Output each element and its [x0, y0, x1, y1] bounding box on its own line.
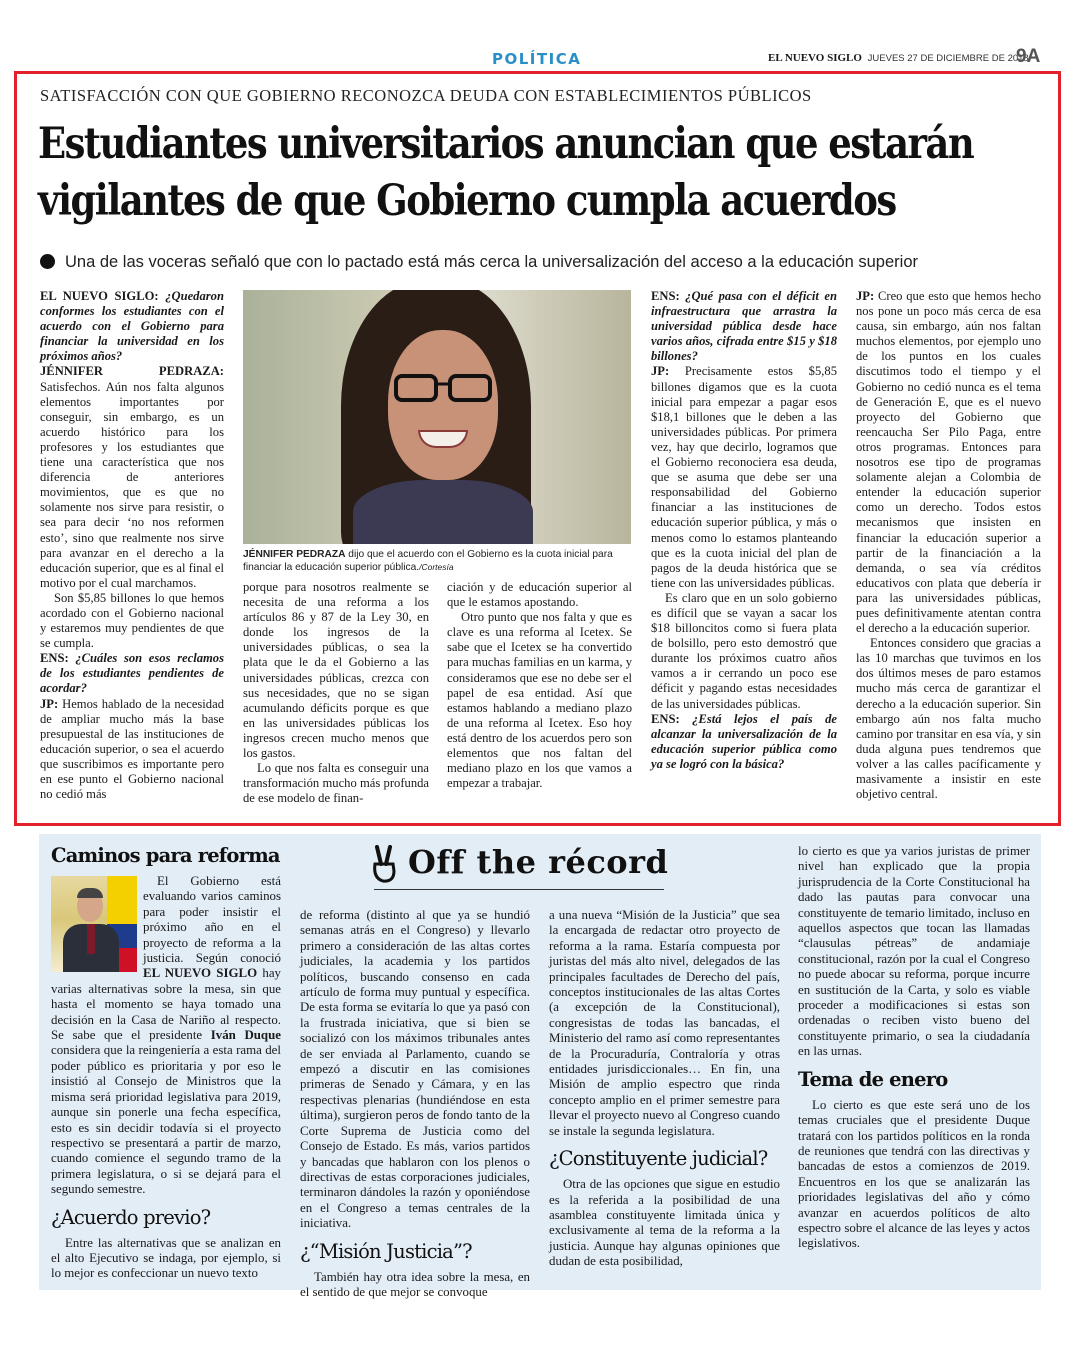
otr-column-4 [798, 844, 1030, 1252]
title-rule [374, 889, 664, 890]
paragraph: Lo cierto es que este será uno de los temas cruciales que el presidente Duque tratará con los partidos políticos en la ronda de reuniones que tendrá con las directivas y bancadas de estos a comienzos de 2019. Encuentros en los que se analizarán las prioridades legislativas del año y cómo avanzar en acuerdos políticos de alto espectro sobre el alcance de las leyes y actos legislativos. [798, 1097, 1030, 1251]
subhead-mision: ¿“Misión Justicia”? [300, 1239, 472, 1263]
answer-4: JP: Creo que esto que hemos hecho nos pone un poco más cerca de esa causa, sin embargo, aún nos faltan muchos elementos, por ejemplo uno de los puntos en los cuales discutimos todo el tiempo y el Gobierno no cedió nunca es el tema de Generación E, que es el nuevo proyecto del Gobierno que reencaucha Ser Pilo Paga, entre otros programas. Entonces para nosotros ese tipo de programas solamente alejan a Colombia de entender la educación superior como un derecho. Todos estos mecanismos que insisten en financiar la educación superior a partir de la financiación a la demanda, o sea vía créditos educativos con plata que debería ir para las universidades públicas, pues definitivamente atentan contra el derecho a la educación superior. [856, 289, 1041, 636]
otr-column-1 [51, 844, 281, 1282]
paragraph: lo cierto es que ya varios juristas de primer nivel han explicado que la propia jurisprudencia de la Corte Constitucional ha dado las pautas para convocar una constituyente de temario limitado, incluso en aquellos aspectos que tocan las llamadas “clausulas pétreas” de andamiaje constitucional, razón por la cual el Congreso no puede abocar su reforma, porque incurre en sustitución de la Carta, y solo es viable proceder a modificaciones si estas son ordenadas o reciben visto bueno del constituyente primario, o sea la ciudadanía en las urnas. [798, 844, 1030, 1059]
headline-line-2: vigilantes de que Gobierno cumpla acuerdos [38, 176, 896, 226]
article-column-5 [856, 289, 1041, 802]
paragraph: Entonces considero que gracias a las 10 marchas que tuvimos en los dos últimos meses de paro estamos mucho más cerca de garantizar el derecho a la educación superior. Sin embargo aún nos falta mucho camino por transitar en esa vía, y sin duda alguna pues tendremos que volver a las calles pacíficamente y masivamente a insistir en este objetivo central. [856, 636, 1041, 802]
subhead-text: Una de las voceras señaló que con lo pactado está más cerca la universalización del acceso a la educación superior [65, 253, 918, 271]
student-photo [243, 290, 631, 544]
otr-column-3 [549, 908, 780, 1270]
paragraph: a una nueva “Misión de la Justicia” que sea la encargada de redactar otro proyecto de reforma a la rama. Estaría compuesta por juristas del más alto nivel, delegados de las principales facultades de Derecho del país, conceptos institucionales de las altas Cortes (a excepción de la Constitucional), congresistas de todas las bancadas, el Ministerio del ramo así como representantes de la Procuraduría, Contraloría y otras entidades jurisdiccionales… En fin, una Misión de amplio espectro que rinda concepto amplio en el primer semestre para llevar el proyecto nuevo al Congreso cuando se instale la segunda legislatura. [549, 908, 780, 1138]
page-number: 9A [1016, 46, 1041, 67]
article-kicker: SATISFACCIÓN CON QUE GOBIERNO RECONOZCA DEUDA CON ESTABLECIMIENTOS PÚBLICOS [40, 86, 812, 105]
subhead-tema-enero: Tema de enero [798, 1067, 948, 1091]
paper-name: EL NUEVO SIGLO [768, 52, 862, 64]
paragraph: Lo que nos falta es conseguir una transformación mucho más profunda de ese modelo de finan- [243, 761, 429, 806]
article-column-1 [40, 289, 224, 802]
article-headline [38, 116, 1053, 230]
subhead-caminos: Caminos para reforma [51, 844, 280, 867]
paragraph: También hay otra idea sobre la mesa, en el sentido de que mejor se convoque [300, 1269, 530, 1299]
question-2: ENS: ¿Cuáles son esos reclamos de los estudiantes pendientes de acordar? [40, 651, 224, 696]
section-label: POLÍTICA [492, 50, 582, 68]
article-column-4 [651, 289, 837, 772]
paragraph: ciación y de educación superior al que le estamos apostando. [447, 580, 632, 610]
duque-photo [51, 876, 137, 972]
subhead-acuerdo: ¿Acuerdo previo? [51, 1205, 211, 1229]
paragraph: Otro punto que nos falta y que es clave es una reforma al Icetex. Se sabe que el Icetex se ha convertido para muchas familias en un karma, y consideramos que ese no debe ser el papel de esa entidad. Así que estamos hablando a mediano plazo de una reforma al Icetex. Eso hoy está dentro de los acuerdos pero son elementos que nos faltan del mediano plazo en los que vamos a empezar a trabajar. [447, 610, 632, 791]
paragraph: Son $5,85 billones lo que hemos acordado con el Gobierno nacional y estaremos muy pendientes de que se cumpla. [40, 590, 224, 651]
paragraph: Es claro que en un solo gobierno es difícil que se vayan a sacar los $18 billoncitos como si fuera plata de bolsillo, pero esto demostró que durante los próximos cuatro años vamos a ir cerrando un poco ese déficit y pagando estas necesidades de las universidades públicas. [651, 590, 837, 711]
headline-line-1: Estudiantes universitarios anuncian que estarán [38, 119, 974, 169]
glasses-icon [393, 372, 493, 404]
paragraph: Otra de las opciones que sigue en estudio es la referida a la posibilidad de una asamblea constituyente limitada única y exclusivamente al tema de la reforma a la justicia. Aunque hay algunas opiniones que dudan de esta posibilidad, [549, 1177, 780, 1269]
question-4: ENS: ¿Está lejos el país de alcanzar la universalización de la educación superior pública como ya se logró con la básica? [651, 711, 837, 771]
bullet-icon [40, 254, 55, 269]
off-the-record-title: Off the récord [408, 843, 669, 881]
article-column-2 [243, 580, 429, 806]
otr-column-2 [300, 908, 530, 1300]
masthead [768, 52, 1029, 64]
issue-date: JUEVES 27 DE DICIEMBRE DE 2018 [867, 53, 1029, 64]
peace-hand-icon [368, 844, 400, 884]
photo-caption: JÉNNIFER PEDRAZA dijo que el acuerdo con el Gobierno es la cuota inicial para financiar la educación superior pública./Cortesía [243, 549, 613, 573]
question-3: ENS: ¿Qué pasa con el déficit en infraestructura que arrastra la universidad pública desde hace varios años, cifrada entre $15 y $18 billones? [651, 289, 837, 364]
paragraph: de reforma (distinto al que ya se hundió semanas atrás en el Congreso) y llevarlo primero a consideración de las altas cortes judiciales, la academia y los partidos políticos, buscando consenso en cada artículo de forma muy puntual y específica. De esta forma se evitaría lo que ya pasó con la frustrada iniciativa, que si bien se socializó con los máximos tribunales antes de ser enviada al Parlamento, cuando se empezó a discutir en las comisiones primeras de Senado y Cámara, y en las respectivas plenarias (hundiéndose en esta última), surgieron peros de fondo tanto de la Corte Suprema de Justicia como del Consejo de Estado. Es más, varios partidos y bancadas que hablaron con los plenos o directivas de estas corporaciones judiciales, terminaron dándoles la razón y oponiéndose en el Congreso a temas centrales de la iniciativa. [300, 908, 530, 1231]
subhead-constituyente: ¿Constituyente judicial? [549, 1147, 768, 1171]
question-1: EL NUEVO SIGLO: ¿Quedaron conformes los estudiantes con el acuerdo con el Gobierno para financiar la universidad en los próximos años? [40, 289, 224, 364]
article-subhead [40, 253, 918, 272]
article-column-3 [447, 580, 632, 791]
paragraph: porque para nosotros realmente se necesita de una reforma a los artículos 86 y 87 de la Ley 30, en donde los ingresos de la universidades públicas, o sea la plata que le da el Gobierno a las universidades públicas, crezca con sus necesidades, que no se sigan acumulando déficits porque es que en las universidades públicas los ingresos crecen mucho menos que los gastos. [243, 580, 429, 761]
answer-2: JP: Hemos hablado de la necesidad de ampliar mucho más la base presupuestal de las instituciones de educación superior, o sea el acuerdo que suscribimos es importante pero en ese punto el Gobierno nacional no cedió más [40, 696, 224, 802]
answer-1: JÉNNIFER PEDRAZA: Satisfechos. Aún nos falta algunos elementos importantes por conseguir, sin embargo, es un acuerdo histórico para los profesores y los estudiantes que tiene una característica que nos diferencia de anteriores movimientos, que es que no solamente nos sirve para resistir, o sea para decir ‘no nos reformen esto’, sino que realmente nos sirve para avanzar en el derecho a la educación superior, que es al final el motivo por el cual marchamos. [40, 364, 224, 590]
paragraph: El Gobierno está evaluando varios caminos para poder insistir el próximo año en el proyecto de reforma a la justicia. Según conoció EL NUEVO SIGLO hay varias alternativas sobre la mesa, sin que hasta el momento se haya tomado una decisión en la Casa de Nariño al respecto. Se sabe que el presidente Iván Duque considera que la reingeniería a esta rama del poder público es prioritaria y por eso le insistió al Consejo de Ministros que la misma será prioridad legislativa para 2019, aunque sin ponerle una fecha específica, esto es sin decidir todavía si el proyecto respectivo se presentará a partir de marzo, cuando comience el segundo tramo de la primera legislatura, o si se dejará para el segundo semestre. [51, 874, 281, 1197]
answer-3: JP: Precisamente estos $5,85 billones digamos que es la cuota inicial para empezar a pagar esos $18,1 billones que le deben a las universidades públicas. Por primera vez, hay que decirlo, logramos que el Gobierno reconociera esa deuda, que se asuma que debe ser una responsabilidad del Gobierno financiar a las instituciones de educación superior pública, y más o menos como lo estamos planteando que es la cuota inicial del plan de pagos de la deuda histórica que se tiene con las universidades públicas. [651, 364, 837, 590]
paragraph: Entre las alternativas que se analizan en el alto Ejecutivo se indaga, por ejemplo, si lo mejor es confeccionar un nuevo texto [51, 1235, 281, 1281]
